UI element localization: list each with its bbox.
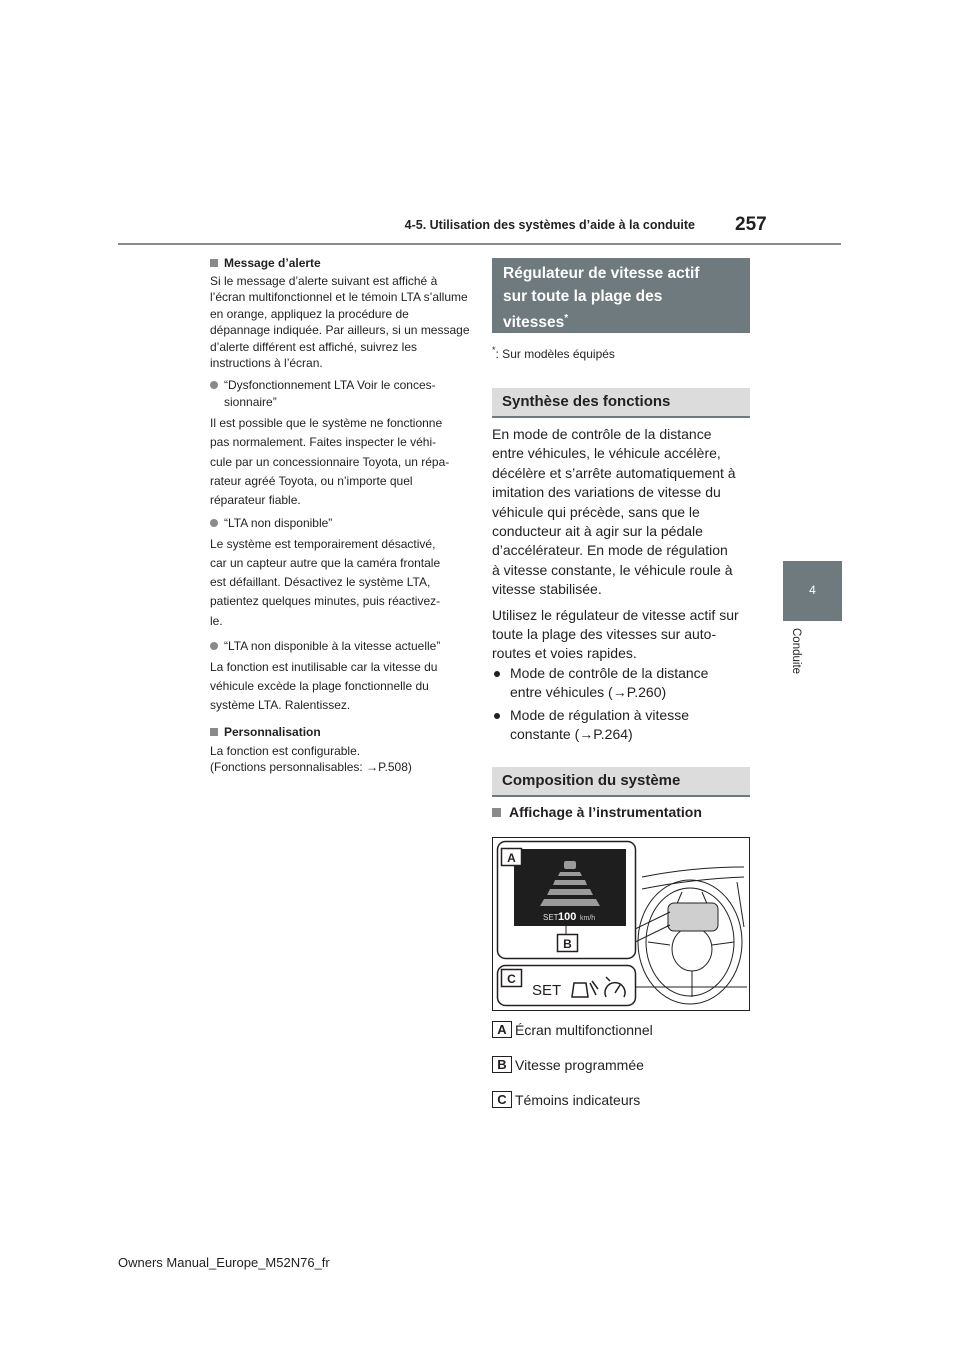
chapter-label: Conduite xyxy=(790,628,802,675)
mode-vitesse-bullet: Mode de régulation à vitesse constante (→P.264) xyxy=(492,706,750,745)
page-reference: entre véhicules (→P.260) xyxy=(510,684,667,701)
alert-heading: Message d’alerte xyxy=(210,255,472,272)
legend-item-a xyxy=(492,1021,750,1038)
para-line: routes et voies rapides. xyxy=(492,645,637,662)
summary-heading: Synthèse des fonctions xyxy=(492,388,750,418)
para-line: à vitesse constante, le véhicule roule à xyxy=(492,561,733,578)
para-line: Utilisez le régulateur de vitesse actif sur xyxy=(492,606,739,623)
para-line: En mode de contrôle de la distance xyxy=(492,426,712,442)
para-line: d’accélérateur. En mode de régulation xyxy=(492,542,728,559)
chapter-number: 4 xyxy=(809,583,816,597)
bullet1-line: pas normalement. Faites inspecter le véhi- xyxy=(210,435,437,450)
round-bullet-icon xyxy=(210,519,218,527)
section-title: 4-5. Utilisation des systèmes d’aide à la conduite xyxy=(404,218,695,232)
footer-text: Owners Manual_Europe_M52N76_fr xyxy=(118,1255,330,1270)
legend-key: C xyxy=(492,1091,512,1108)
para-line: conducteur ait à agir sur la pédale xyxy=(492,523,703,540)
screen-set-label: SET xyxy=(543,913,559,922)
main-title-line: vitesses xyxy=(503,314,565,332)
indicator-set: SET xyxy=(532,982,562,999)
custom-line: La fonction est configurable. xyxy=(210,743,361,758)
alert-section xyxy=(210,255,472,372)
page-number: 257 xyxy=(735,214,767,235)
bullet1-line: réparateur fiable. xyxy=(210,493,301,508)
screen-speed: 100 xyxy=(558,911,577,923)
bullet2-line: Le système est temporairement désactivé, xyxy=(210,536,436,551)
bullet2-line: est défaillant. Désactivez le système LTA, xyxy=(210,575,431,590)
bullet2-line: car un capteur autre que la caméra frontale xyxy=(210,555,441,570)
legend-key: A xyxy=(492,1021,512,1038)
square-bullet-icon xyxy=(210,259,218,267)
instrument-figure xyxy=(492,837,750,1011)
custom-section xyxy=(210,724,472,776)
square-bullet-icon xyxy=(492,808,501,817)
main-title-line: Régulateur de vitesse actif xyxy=(503,265,700,282)
bullet1-title: “Dysfonctionnement LTA Voir le conces-sionnaire” xyxy=(224,378,436,409)
para-line: véhicule qui précède, sans que le xyxy=(492,503,700,520)
bullet3-line: véhicule excède la plage fonctionnelle du xyxy=(210,678,429,693)
legend-text: Écran multifonctionnel xyxy=(515,1021,653,1038)
bullet3-line: La fonction est inutilisable car la vitesse du xyxy=(210,659,438,674)
bullet2-title: “LTA non disponible” xyxy=(224,516,333,530)
bullet1-line: rateur agréé Toyota, ou n’importe quel xyxy=(210,473,413,488)
custom-line: (Fonctions personnalisables: →P.508) xyxy=(210,760,412,774)
legend-key: B xyxy=(492,1056,512,1073)
display-heading: Affichage à l’instrumentation xyxy=(492,804,750,820)
bullet2-line: patientez quelques minutes, puis réactivez- xyxy=(210,594,441,609)
square-bullet-icon xyxy=(210,728,218,736)
para-line: imitation des variations de vitesse du xyxy=(492,484,721,501)
mode-distance-bullet: Mode de contrôle de la distance entre véhicules (→P.260) xyxy=(492,664,750,703)
footnote: *: Sur modèles équipés xyxy=(492,345,615,361)
footnote-mark: * xyxy=(564,313,569,324)
bullet-dot-icon xyxy=(494,713,500,719)
main-title-line: sur toute la plage des xyxy=(503,287,663,305)
label-a: A xyxy=(507,851,516,865)
para-line: vitesse stabilisée. xyxy=(492,581,602,598)
legend-text: Vitesse programmée xyxy=(515,1056,644,1073)
page-reference: constante (→P.264) xyxy=(510,726,633,743)
composition-heading: Composition du système xyxy=(492,767,750,797)
legend-item-c xyxy=(492,1091,750,1108)
bullet-dysfonctionnement xyxy=(210,377,472,510)
bullet1-line: Il est possible que le système ne fonctionne xyxy=(210,416,443,430)
label-c: C xyxy=(507,972,516,986)
bullet1-line: cule par un concessionnaire Toyota, un répa- xyxy=(210,454,450,469)
para-line: toute la plage des vitesses sur auto- xyxy=(492,626,717,643)
round-bullet-icon xyxy=(210,381,218,389)
alert-text: Si le message d’alerte suivant est affiché à l’écran multifonctionnel et le témoin LTA s’allume en orange, appliquez la procédure de dépannage indiquée. Par ailleurs, si un message d’alerte différent est affiché, suivrez les instructions à l’écran. xyxy=(210,273,470,370)
bullet2-line: le. xyxy=(210,613,223,628)
main-title-box xyxy=(492,258,750,333)
para-line: entre véhicules, le véhicule accélère, xyxy=(492,445,721,462)
bullet3-title: “LTA non disponible à la vitesse actuelle” xyxy=(224,639,441,653)
legend-text: Témoins indicateurs xyxy=(515,1091,641,1108)
bullet-vitesse-actuelle xyxy=(210,638,472,715)
bullet3-line: système LTA. Ralentissez. xyxy=(210,698,351,713)
header-rule xyxy=(118,243,841,245)
legend-item-b xyxy=(492,1056,750,1073)
screen-unit: km/h xyxy=(580,915,596,922)
round-bullet-icon xyxy=(210,642,218,650)
bullet-dot-icon xyxy=(494,671,500,677)
label-b: B xyxy=(563,937,572,951)
custom-heading: Personnalisation xyxy=(210,724,472,741)
summary-paragraph xyxy=(492,425,750,664)
bullet-non-disponible xyxy=(210,515,472,631)
chapter-tab xyxy=(783,561,842,621)
para-line: décélère et s’arrête automatiquement à xyxy=(492,464,736,481)
